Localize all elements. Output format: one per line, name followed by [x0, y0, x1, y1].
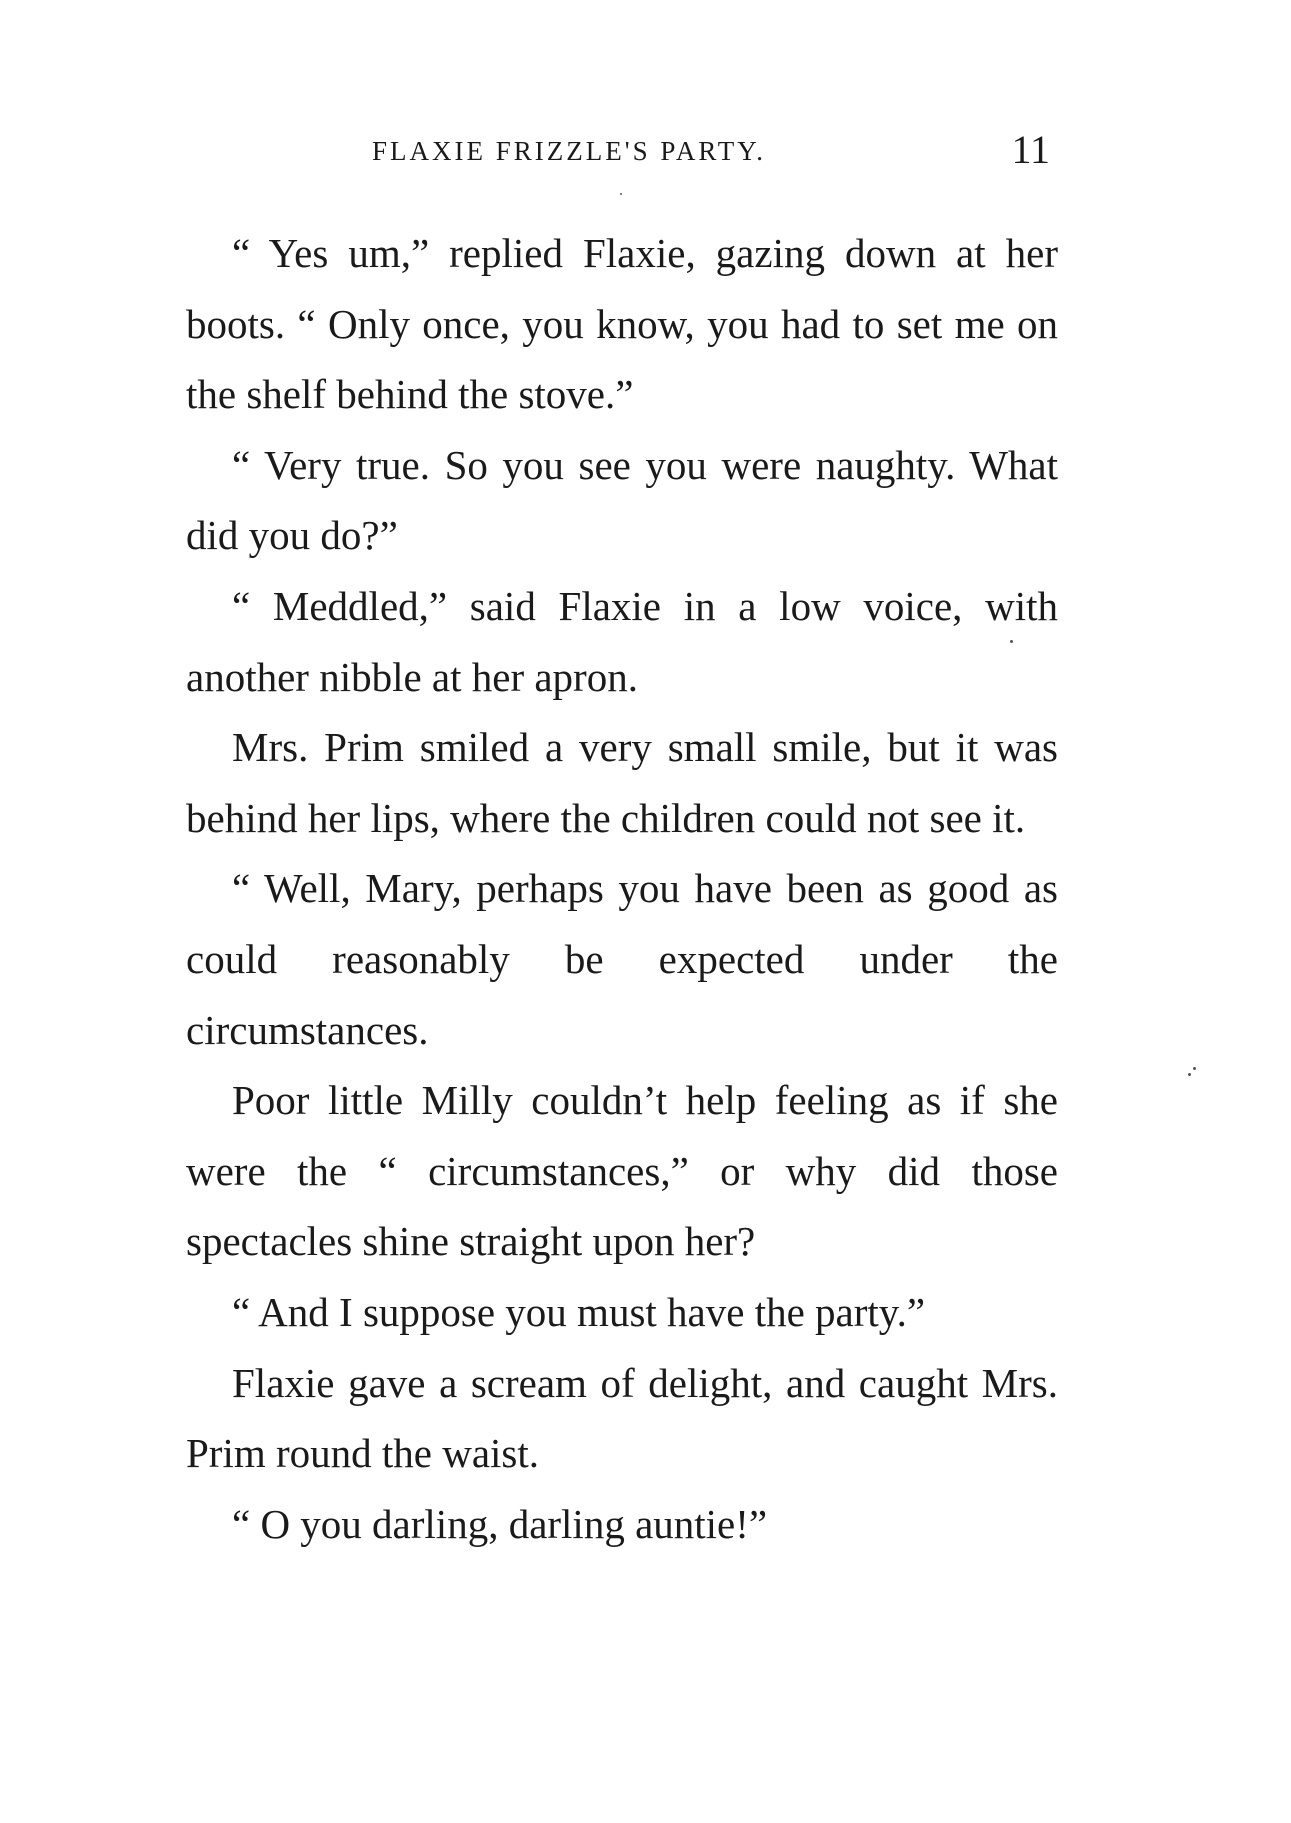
scan-speck — [1193, 1067, 1196, 1070]
body-text — [186, 218, 1058, 1559]
scan-speck — [1010, 640, 1013, 643]
paragraph: Poor little Milly couldn’t help feeling as if she were the “ circumstances,” or why did those spectacles shine straight upon her? — [186, 1077, 1058, 1265]
paragraph: “ Meddled,” said Flaxie in a low voice, with another nibble at her apron. — [186, 582, 1058, 700]
paragraph: “ O you darling, darling auntie!” — [232, 1500, 768, 1547]
scan-speck — [1188, 1073, 1191, 1076]
page-number: 11 — [1011, 127, 1050, 172]
paragraph: “ Yes um,” replied Flaxie, gazing down at her boots. “ Only once, you know, you had to set me on the shelf behind the stove.” — [186, 230, 1058, 418]
page-header — [186, 128, 1058, 178]
scan-speck — [620, 193, 622, 195]
running-title: FLAXIE FRIZZLE'S PARTY. — [372, 136, 767, 166]
paragraph: “ And I suppose you must have the party.” — [232, 1288, 926, 1335]
paragraph: Mrs. Prim smiled a very small smile, but it was behind her lips, where the children could not see it. — [186, 724, 1058, 841]
paragraph: Flaxie gave a scream of delight, and caught Mrs. Prim round the waist. — [186, 1359, 1058, 1477]
paragraph: “ Well, Mary, perhaps you have been as good as could reasonably be expected under the circumstances. — [186, 865, 1058, 1053]
paragraph: “ Very true. So you see you were naughty. What did you do?” — [186, 441, 1058, 559]
